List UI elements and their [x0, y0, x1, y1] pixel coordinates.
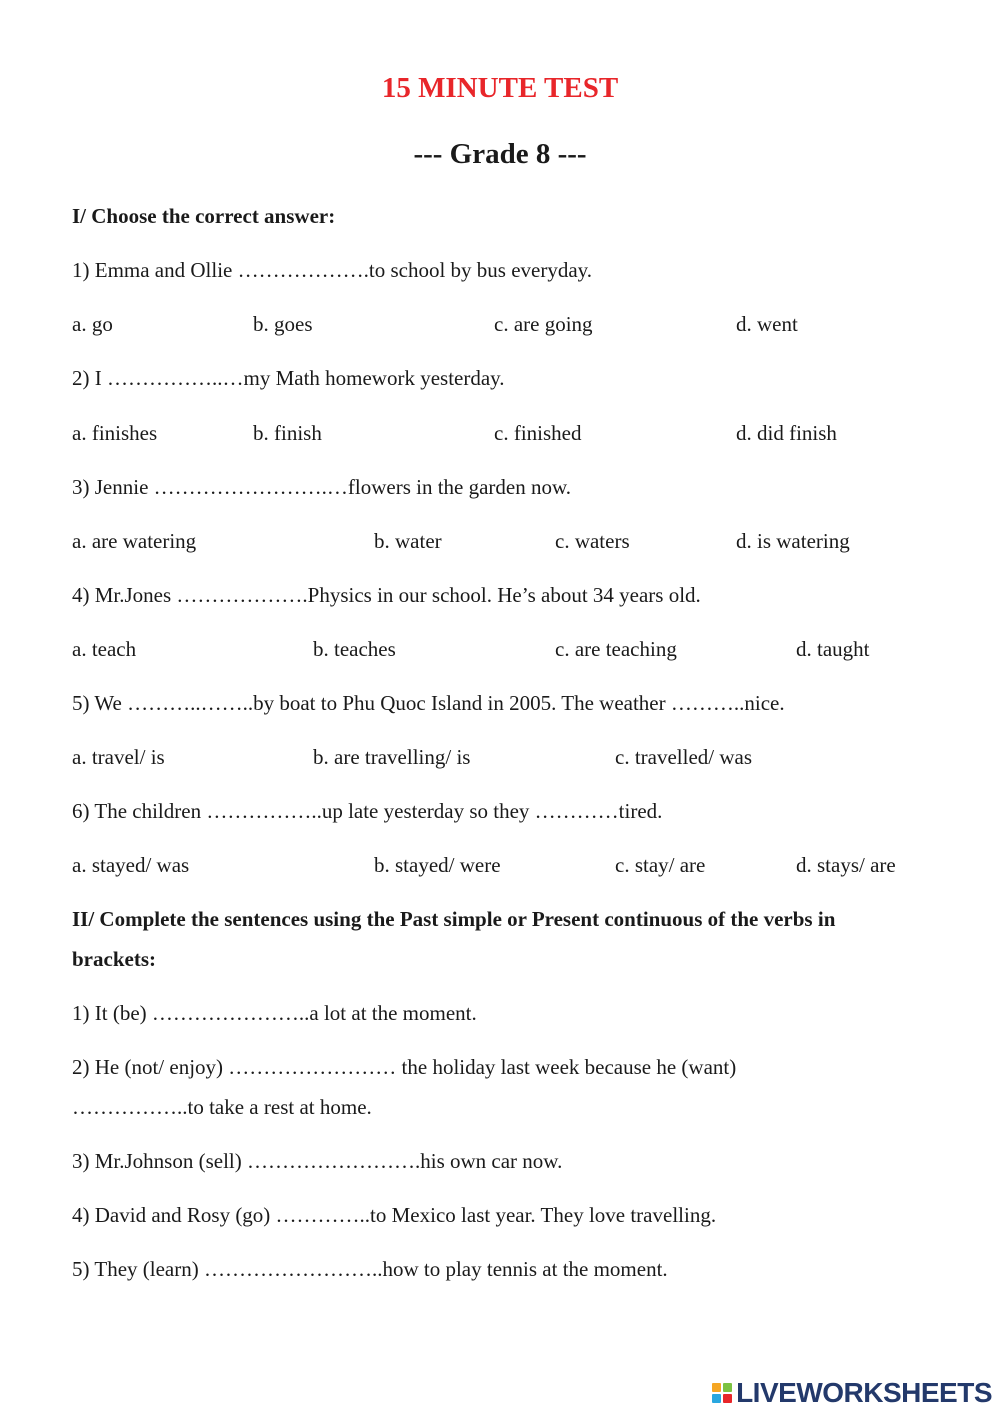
q1-option-d[interactable]: d. went — [736, 312, 798, 336]
logo-square — [712, 1394, 721, 1403]
q3-option-b[interactable]: b. water — [374, 529, 442, 553]
q1-option-a[interactable]: a. go — [72, 312, 113, 336]
part2-heading-continued: brackets: — [72, 947, 156, 971]
q2-option-b[interactable]: b. finish — [253, 421, 322, 445]
part1-heading: I/ Choose the correct answer: — [72, 204, 336, 228]
question-2: 2) I ……………..…my Math homework yesterday. — [72, 366, 505, 390]
logo-square — [723, 1394, 732, 1403]
question-3: 3) Jennie …………………….…flowers in the garden now. — [72, 475, 572, 499]
q5-option-b[interactable]: b. are travelling/ is — [313, 745, 471, 769]
logo-text: LIVEWORKSHEETS — [736, 1377, 992, 1408]
logo-square — [723, 1383, 732, 1392]
q1-option-c[interactable]: c. are going — [494, 312, 593, 336]
part2-item-4: 4) David and Rosy (go) …………..to Mexico last year. They love travelling. — [72, 1203, 717, 1227]
liveworksheets-logo — [712, 1378, 992, 1408]
q3-option-c[interactable]: c. waters — [555, 529, 630, 553]
part2-item-2: 2) He (not/ enjoy) …………………… the holiday last week because he (want) — [72, 1055, 737, 1079]
q5-option-c[interactable]: c. travelled/ was — [615, 745, 753, 769]
q3-option-a[interactable]: a. are watering — [72, 529, 197, 553]
part2-item-1: 1) It (be) …………………..a lot at the moment. — [72, 1001, 477, 1025]
q4-option-c[interactable]: c. are teaching — [555, 637, 677, 661]
part2-item-5: 5) They (learn) ……………………..how to play tennis at the moment. — [72, 1257, 668, 1281]
q1-option-b[interactable]: b. goes — [253, 312, 313, 336]
q4-option-d[interactable]: d. taught — [796, 637, 870, 661]
q6-option-b[interactable]: b. stayed/ were — [374, 853, 501, 877]
q2-option-a[interactable]: a. finishes — [72, 421, 158, 445]
question-5: 5) We ………..……..by boat to Phu Quoc Island in 2005. The weather ………..nice. — [72, 691, 785, 715]
q4-option-a[interactable]: a. teach — [72, 637, 137, 661]
q4-option-b[interactable]: b. teaches — [313, 637, 396, 661]
q6-option-c[interactable]: c. stay/ are — [615, 853, 706, 877]
q2-option-c[interactable]: c. finished — [494, 421, 582, 445]
q3-option-d[interactable]: d. is watering — [736, 529, 850, 553]
q6-option-a[interactable]: a. stayed/ was — [72, 853, 190, 877]
grade-subtitle: --- Grade 8 --- — [413, 138, 587, 170]
question-6: 6) The children ……………..up late yesterday so they …………tired. — [72, 799, 663, 823]
part2-heading: II/ Complete the sentences using the Past simple or Present continuous of the verbs in — [72, 907, 836, 931]
q5-option-a[interactable]: a. travel/ is — [72, 745, 165, 769]
part2-item-3: 3) Mr.Johnson (sell) …………………….his own car now. — [72, 1149, 563, 1173]
q2-option-d[interactable]: d. did finish — [736, 421, 837, 445]
question-4: 4) Mr.Jones ……………….Physics in our school. He’s about 34 years old. — [72, 583, 701, 607]
part2-item-2-continued: ……………..to take a rest at home. — [72, 1095, 372, 1119]
page-title: 15 MINUTE TEST — [381, 72, 619, 104]
logo-mark-icon — [712, 1383, 732, 1403]
question-1: 1) Emma and Ollie ……………….to school by bus everyday. — [72, 258, 593, 282]
logo-square — [712, 1383, 721, 1392]
q6-option-d[interactable]: d. stays/ are — [796, 853, 896, 877]
